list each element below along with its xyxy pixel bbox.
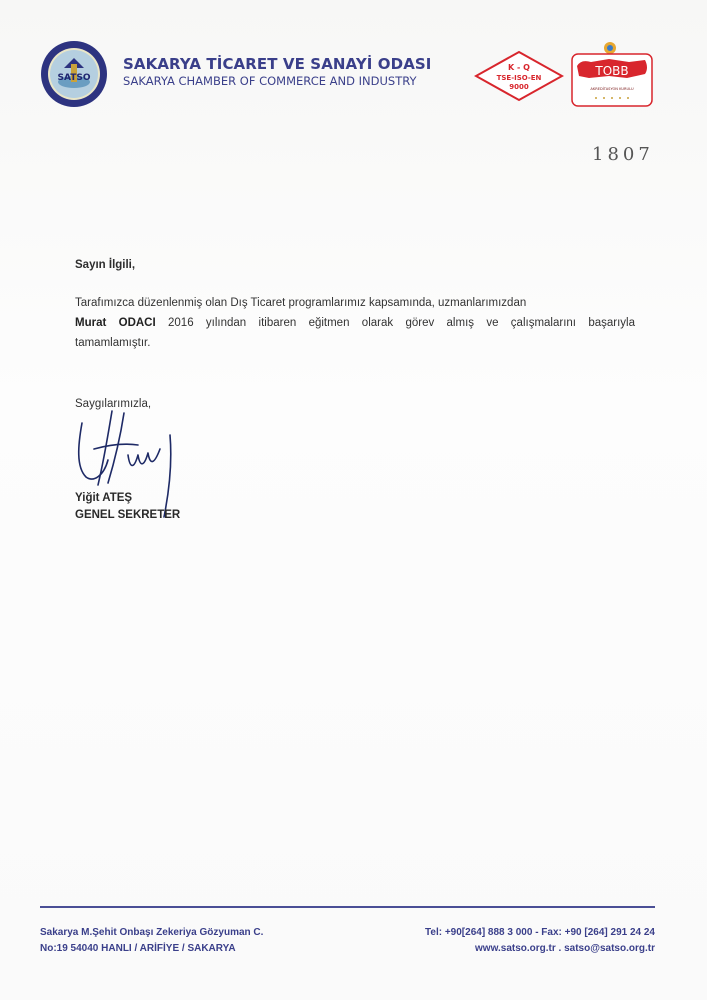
tobb-accreditation-logo bbox=[569, 40, 655, 108]
letter-body bbox=[75, 293, 635, 353]
body-line-3: tamamlamıştır. bbox=[75, 337, 151, 349]
signer-title: GENEL SEKRETER bbox=[75, 509, 181, 521]
tobb-text: TOBB bbox=[595, 64, 629, 78]
seal-lettering: SATSO bbox=[57, 73, 91, 83]
signer-name: Yiğit ATEŞ bbox=[75, 492, 133, 504]
body-line-2-rest: 2016 yılından itibaren eğitmen olarak görev almış ve çalışmalarını başarıyla bbox=[155, 317, 635, 329]
kq-bottom-text: 9000 bbox=[509, 83, 529, 91]
recipient-name: Murat ODACI bbox=[75, 317, 156, 329]
letter-closing: Saygılarımızla, bbox=[75, 398, 152, 410]
body-line-1: Tarafımızca düzenlenmiş olan Dış Ticaret programlarımız kapsamında, uzmanlarımızdan bbox=[75, 297, 527, 309]
footer-address bbox=[40, 925, 263, 957]
kq-mid-text: TSE-ISO-EN bbox=[496, 74, 542, 82]
kq-top-text: K - Q bbox=[508, 63, 530, 72]
address-line-2: No:19 54040 HANLI / ARİFİYE / SAKARYA bbox=[40, 943, 236, 954]
tobb-subtext: AKREDİTASYON KURULU bbox=[590, 87, 634, 91]
contact-web-email: www.satso.org.tr . satso@satso.org.tr bbox=[475, 943, 655, 954]
quality-certification-mark bbox=[474, 50, 564, 102]
letter-salutation: Sayın İlgili, bbox=[75, 259, 136, 271]
document-number-stamp: 1807 bbox=[592, 144, 654, 165]
footer-divider bbox=[40, 906, 655, 908]
footer-contact bbox=[425, 925, 655, 957]
chamber-seal-logo bbox=[40, 40, 108, 108]
organization-name-english: SAKARYA CHAMBER OF COMMERCE AND INDUSTRY bbox=[123, 74, 417, 88]
organization-name: SAKARYA TİCARET VE SANAYİ ODASI bbox=[123, 55, 432, 73]
address-line-1: Sakarya M.Şehit Onbaşı Zekeriya Gözyuman C. bbox=[40, 927, 264, 938]
contact-phone-fax: Tel: +90[264] 888 3 000 - Fax: +90 [264] 291 24 24 bbox=[425, 927, 655, 938]
body-line-2 bbox=[75, 313, 635, 333]
